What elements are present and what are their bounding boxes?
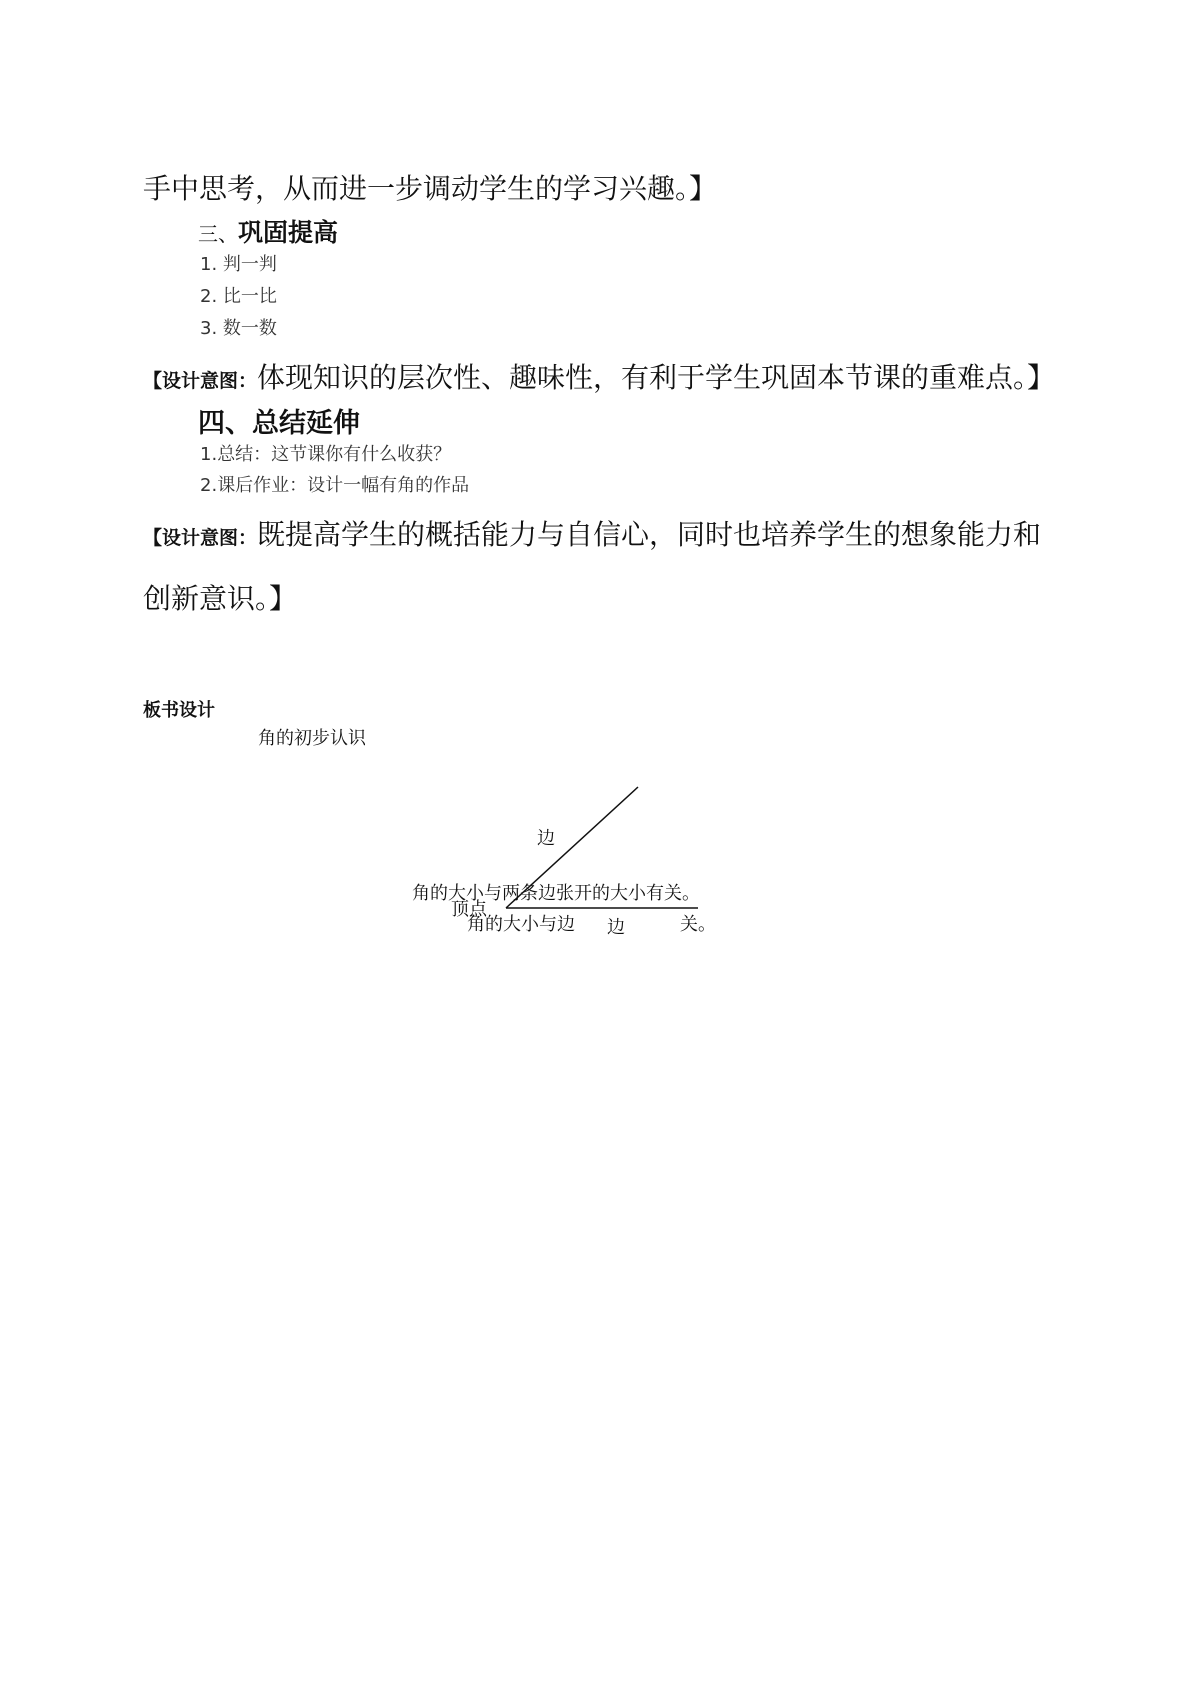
design-intent-2-text-1: 既提高学生的概括能力与自信心，同时也培养学生的想象能力和 <box>257 518 1042 551</box>
section-3-item-3: 3. 数一数 <box>200 318 277 339</box>
section-3-title: 巩固提高 <box>238 218 339 247</box>
paragraph-tail: 手中思考，从而进一步调动学生的学习兴趣。】 <box>143 172 718 205</box>
design-intent-1-label: 设计意图： <box>162 370 258 392</box>
angle-vertex-label: 顶点 <box>451 899 487 920</box>
section-4-item-2: 2.课后作业：设计一幅有角的作品 <box>200 475 470 496</box>
section-3-item-1: 1. 判一判 <box>200 254 277 275</box>
angle-note-blank-end: 关。 <box>680 914 716 935</box>
design-intent-2-label: 设计意图： <box>162 527 258 549</box>
design-intent-1-open: 【 <box>143 370 163 392</box>
angle-upper-side-label: 边 <box>537 828 555 849</box>
section-3-number: 三、 <box>198 222 238 246</box>
design-intent-2-line-2: 创新意识。】 <box>143 582 298 615</box>
section-3-item-2: 2. 比一比 <box>200 286 277 307</box>
design-intent-2-open: 【 <box>143 527 163 549</box>
board-design-heading: 板书设计 <box>143 700 215 721</box>
angle-note-blank-start: 角的大小与边 <box>467 914 575 935</box>
design-intent-1-text: 体现知识的层次性、趣味性，有利于学生巩固本节课的重难点。】 <box>257 361 1056 394</box>
angle-note-full: 角的大小与两条边张开的大小有关。 <box>412 883 700 904</box>
angle-lower-side-label: 边 <box>607 917 625 938</box>
board-design-title: 角的初步认识 <box>258 728 366 749</box>
section-4-title: 四、总结延伸 <box>198 408 360 439</box>
section-4-item-1: 1.总结：这节课你有什么收获？ <box>200 444 452 465</box>
